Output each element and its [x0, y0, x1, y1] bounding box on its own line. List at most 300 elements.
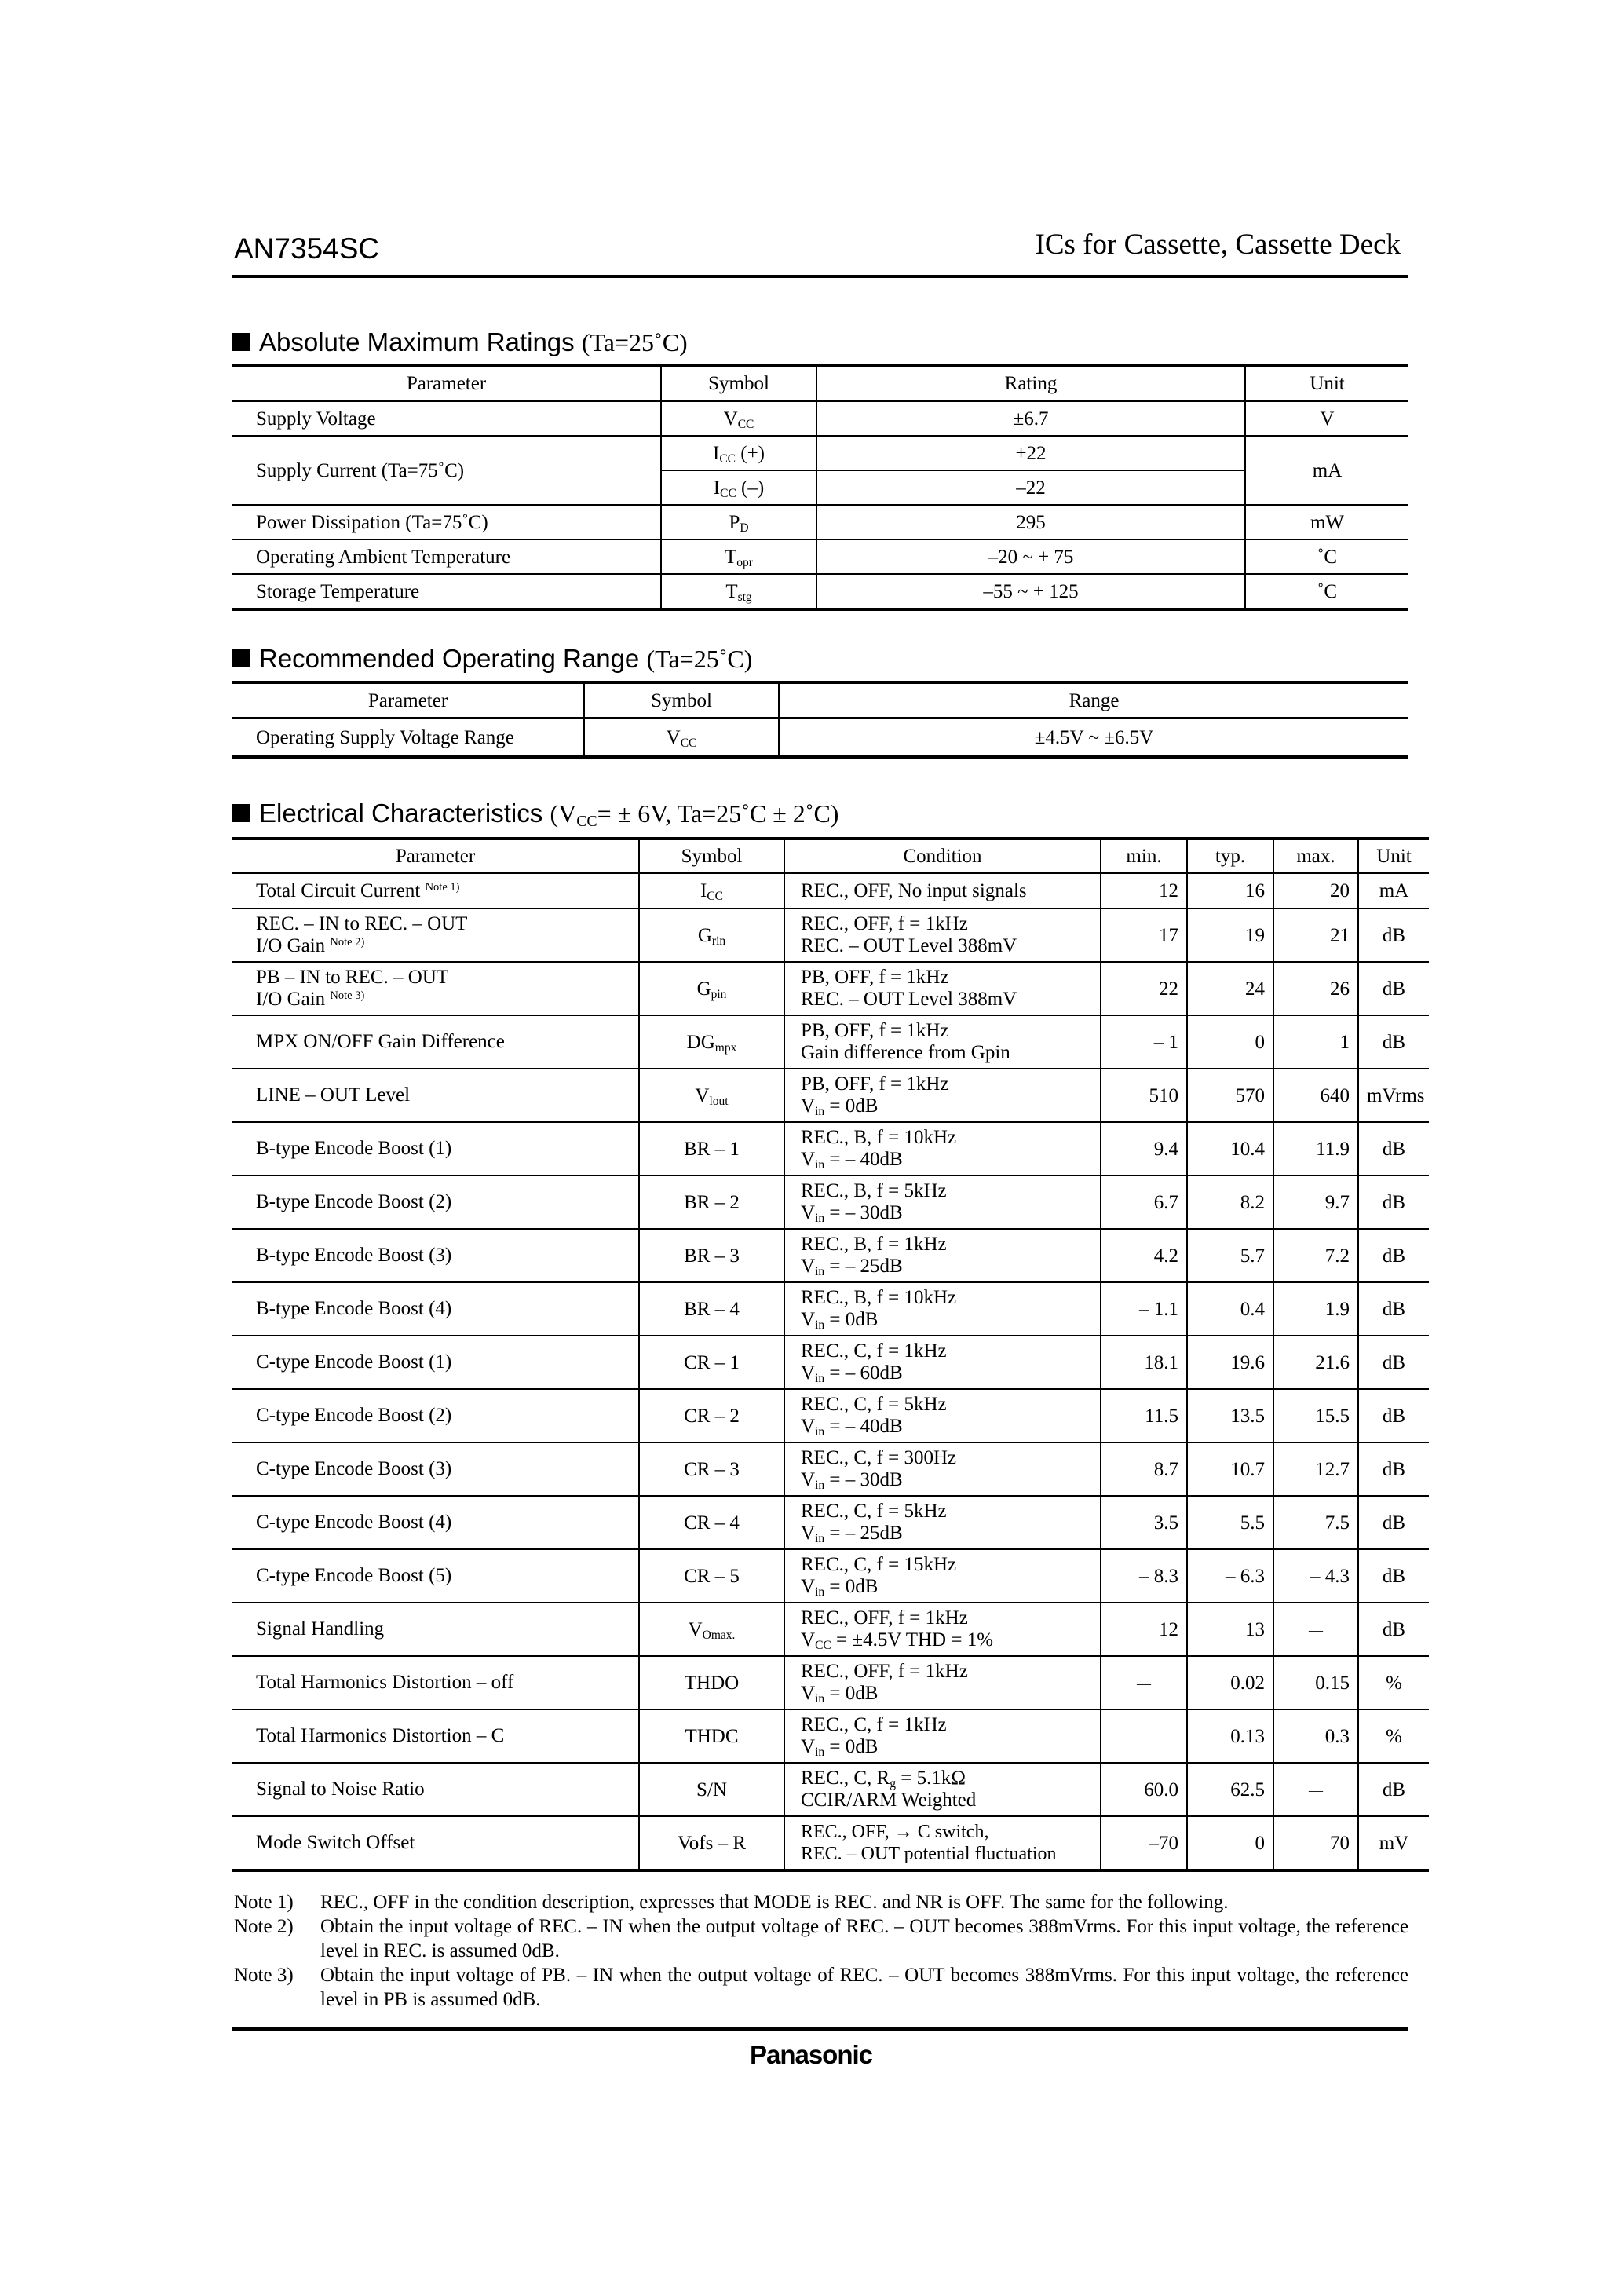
- unit: dB: [1382, 1191, 1406, 1213]
- brand-logo: Panasonic: [749, 2040, 873, 2069]
- max-cell: [1273, 1442, 1358, 1496]
- cond-sub: in: [815, 1211, 825, 1225]
- unit-cell: [1358, 1816, 1429, 1870]
- cond-sub: in: [815, 1531, 825, 1545]
- param-line: C-type Encode Boost (5): [256, 1565, 452, 1586]
- unit: dB: [1382, 1031, 1406, 1053]
- cond-line: V: [801, 1736, 816, 1757]
- value: 0.4: [1240, 1298, 1265, 1320]
- product-category: ICs for Cassette, Cassette Deck: [1035, 229, 1401, 261]
- typ-cell: [1187, 1175, 1273, 1229]
- value: 12: [1159, 1618, 1178, 1640]
- condition-cell: [784, 1442, 1101, 1496]
- unit-cell: [1358, 1603, 1429, 1656]
- value: 0.3: [1324, 1725, 1350, 1747]
- cond-line: V: [801, 1523, 816, 1544]
- typ-cell: [1187, 1122, 1273, 1175]
- unit: dB: [1382, 978, 1406, 1000]
- value: 11.5: [1145, 1405, 1178, 1427]
- cond-line: REC., C, f = 1kHz: [801, 1714, 947, 1735]
- max-cell: [1273, 1549, 1358, 1603]
- cond-line: REC., C, R: [801, 1768, 890, 1789]
- abs-max-title-text: Absolute Maximum Ratings: [259, 327, 575, 356]
- param-line: LINE – OUT Level: [256, 1084, 411, 1106]
- table-row: [232, 1442, 1429, 1496]
- unit-cell: V: [1245, 401, 1408, 437]
- table-header-row: [232, 839, 1429, 873]
- condition-cell: [784, 1603, 1101, 1656]
- sym: T: [725, 580, 738, 602]
- param-cell: [232, 1656, 639, 1709]
- value: 16: [1245, 880, 1265, 901]
- symbol-cell: [639, 1175, 784, 1229]
- typ-cell: [1187, 1389, 1273, 1442]
- value: 510: [1149, 1084, 1178, 1106]
- param-cell: Supply Current (Ta=75˚C): [232, 436, 661, 505]
- value: 9.4: [1153, 1138, 1178, 1160]
- max-cell: [1273, 1122, 1358, 1175]
- unit-cell: [1358, 1656, 1429, 1709]
- symbol-cell: [639, 1122, 784, 1175]
- square-bullet-icon: [232, 333, 250, 351]
- unit: dB: [1382, 1458, 1406, 1480]
- param-cell: [232, 909, 639, 962]
- value: 15.5: [1315, 1405, 1350, 1427]
- cond-line: REC., C, f = 5kHz: [801, 1394, 947, 1415]
- param-line: B-type Encode Boost (4): [256, 1298, 452, 1319]
- unit-cell: [1358, 1015, 1429, 1069]
- cond-line: REC., B, f = 1kHz: [801, 1234, 947, 1255]
- typ-cell: [1187, 1282, 1273, 1336]
- param-line: PB – IN to REC. – OUT: [256, 967, 449, 988]
- param-cell: Storage Temperature: [256, 580, 420, 602]
- cond-line: V: [801, 1416, 816, 1437]
- sym: V: [666, 726, 681, 748]
- param-cell: [232, 873, 639, 909]
- sym: I: [713, 477, 721, 499]
- typ-cell: [1187, 962, 1273, 1015]
- param-line: B-type Encode Boost (3): [256, 1245, 452, 1266]
- cond-sub: g: [890, 1776, 896, 1790]
- sym: V: [695, 1084, 710, 1106]
- col-header: Unit: [1245, 366, 1408, 401]
- condition-cell: [784, 1336, 1101, 1389]
- min-cell: [1101, 1069, 1187, 1122]
- note-label: Note 1): [234, 1892, 294, 1913]
- cond-line: REC., B, f = 10kHz: [801, 1287, 957, 1308]
- param-line: REC. – IN to REC. – OUT: [256, 913, 468, 934]
- col-header: Range: [779, 682, 1408, 718]
- value: –70: [1149, 1832, 1178, 1854]
- value: 19.6: [1230, 1351, 1265, 1373]
- min-cell: [1101, 1442, 1187, 1496]
- cond-sub: in: [815, 1745, 825, 1759]
- sym: CR – 4: [684, 1512, 740, 1534]
- notes: [234, 1890, 1408, 2012]
- value: 19: [1245, 924, 1265, 946]
- rec-op-condition: (Ta=25˚C): [646, 645, 753, 673]
- symbol-cell: [639, 1389, 784, 1442]
- unit-cell: ˚C: [1245, 574, 1408, 609]
- min-cell: [1101, 1282, 1187, 1336]
- table-row: [232, 1389, 1429, 1442]
- param-cell: [232, 1603, 639, 1656]
- param-cell: Operating Ambient Temperature: [232, 539, 661, 574]
- min-cell: [1101, 1229, 1187, 1282]
- param-cell: [232, 1496, 639, 1549]
- symbol-cell: [661, 470, 816, 505]
- value: 4.2: [1153, 1245, 1178, 1267]
- cond-post: = 0dB: [824, 1095, 879, 1117]
- condition-cell: [784, 1069, 1101, 1122]
- cond-post: = 0dB: [824, 1576, 879, 1597]
- dash-mark: —: [1137, 1675, 1151, 1691]
- table-row: [232, 574, 1408, 609]
- symbol-cell: [639, 1709, 784, 1763]
- cond-post: = 0dB: [824, 1736, 879, 1757]
- param-line: Total Circuit Current: [256, 879, 421, 901]
- value: – 4.3: [1310, 1565, 1350, 1587]
- unit: dB: [1382, 1618, 1406, 1640]
- note-label: Note 3): [234, 1965, 294, 1986]
- note-text: Obtain the input voltage of REC. – IN when the output voltage of REC. – OUT becomes 388mVrms. For this input voltage, the reference level in REC. is assumed 0dB.: [320, 1916, 1408, 1961]
- sym: S/N: [696, 1779, 727, 1801]
- sym: DG: [686, 1031, 715, 1053]
- value: 13: [1245, 1618, 1265, 1640]
- sym: T: [725, 546, 737, 568]
- typ-cell: [1187, 1709, 1273, 1763]
- symbol-cell: [661, 505, 816, 539]
- cond-sub: in: [815, 1264, 825, 1278]
- col-header: Rating: [816, 366, 1245, 401]
- param-cell: [232, 1229, 639, 1282]
- unit-cell: mA: [1245, 436, 1408, 505]
- cond-line: REC., B, f = 5kHz: [801, 1180, 947, 1201]
- cond-line: V: [801, 1309, 816, 1330]
- cond-line: V: [801, 1256, 816, 1277]
- condition-cell: [784, 1763, 1101, 1816]
- param-line: Signal to Noise Ratio: [256, 1779, 425, 1800]
- condition-cell: [784, 909, 1101, 962]
- value: 18.1: [1144, 1351, 1178, 1373]
- condition-cell: [784, 962, 1101, 1015]
- max-cell: [1273, 1229, 1358, 1282]
- symbol-cell: [639, 1282, 784, 1336]
- sym-sub: CC: [680, 736, 697, 750]
- symbol-cell: [639, 909, 784, 962]
- cond-post: = 0dB: [824, 1683, 879, 1704]
- rating-cell: +22: [816, 436, 1245, 470]
- note-label: Note 2): [234, 1916, 294, 1937]
- value: 17: [1159, 924, 1178, 946]
- range-cell: ±4.5V ~ ±6.5V: [779, 718, 1408, 758]
- cond-post: = – 25dB: [824, 1256, 903, 1277]
- max-cell: [1273, 1336, 1358, 1389]
- condition-cell: [784, 1229, 1101, 1282]
- value: – 1: [1153, 1031, 1178, 1053]
- cond-line: PB, OFF, f = 1kHz: [801, 967, 949, 988]
- cond-sub: in: [815, 1478, 825, 1492]
- table-row: [232, 1496, 1429, 1549]
- table-row: [232, 1122, 1429, 1175]
- typ-cell: [1187, 1229, 1273, 1282]
- sym-suf: (+): [736, 442, 765, 464]
- cond-sub: in: [815, 1104, 825, 1118]
- sym: CR – 2: [684, 1405, 740, 1427]
- note-2: [234, 1914, 1408, 1963]
- table-row: [232, 505, 1408, 539]
- param-cell: [232, 1122, 639, 1175]
- table-row: [232, 1816, 1429, 1870]
- sym: G: [697, 924, 712, 946]
- sym: CR – 5: [684, 1565, 740, 1587]
- cond-line: V: [801, 1149, 816, 1170]
- param-line: Total Harmonics Distortion – off: [256, 1672, 514, 1693]
- value: 7.2: [1324, 1245, 1350, 1267]
- param-cell: [232, 1069, 639, 1122]
- table-row: [232, 539, 1408, 574]
- symbol-cell: [584, 718, 779, 758]
- table-row: [232, 1175, 1429, 1229]
- sym-sub: lout: [709, 1094, 729, 1108]
- param-line: MPX ON/OFF Gain Difference: [256, 1031, 505, 1052]
- elec-title: [232, 799, 838, 828]
- typ-cell: [1187, 1442, 1273, 1496]
- unit: dB: [1382, 1138, 1406, 1160]
- rec-op-title-text: Recommended Operating Range: [259, 644, 640, 673]
- min-cell: [1101, 1816, 1187, 1870]
- condition-cell: [784, 1122, 1101, 1175]
- condition-cell: [784, 1549, 1101, 1603]
- table-row: [232, 401, 1408, 437]
- col-header: Parameter: [232, 366, 661, 401]
- min-cell: [1101, 873, 1187, 909]
- dash-mark: —: [1309, 1621, 1323, 1638]
- cond-line: REC., OFF, → C switch,: [801, 1822, 989, 1842]
- sym: BR – 2: [684, 1191, 740, 1213]
- min-cell: [1101, 909, 1187, 962]
- abs-max-title: [232, 327, 688, 357]
- param-line: B-type Encode Boost (1): [256, 1138, 452, 1159]
- symbol-cell: [639, 1816, 784, 1870]
- abs-max-condition: (Ta=25˚C): [581, 328, 688, 356]
- value: 0: [1255, 1031, 1265, 1053]
- footer-rule: [232, 2027, 1408, 2031]
- cond-sub: in: [815, 1157, 825, 1172]
- typ-cell: [1187, 1603, 1273, 1656]
- cond-post: = – 25dB: [824, 1523, 903, 1544]
- part-number: AN7354SC: [234, 232, 380, 265]
- symbol-cell: [661, 436, 816, 470]
- symbol-cell: [639, 873, 784, 909]
- max-cell: [1273, 1656, 1358, 1709]
- unit: mA: [1379, 880, 1409, 901]
- sym-sub: D: [740, 521, 749, 535]
- col-header: typ.: [1187, 839, 1273, 873]
- value: 70: [1330, 1832, 1350, 1854]
- max-cell: [1273, 909, 1358, 962]
- cond-sub: CC: [815, 1638, 831, 1652]
- condition-cell: [784, 873, 1101, 909]
- param-cell: Power Dissipation (Ta=75˚C): [232, 505, 661, 539]
- unit: dB: [1382, 924, 1406, 946]
- param-cell: [232, 1816, 639, 1870]
- cond-line: CCIR/ARM Weighted: [801, 1790, 977, 1811]
- sym-sub: CC: [737, 417, 754, 431]
- sym: V: [688, 1618, 703, 1640]
- value: 60.0: [1144, 1779, 1178, 1801]
- cond-line: V: [801, 1362, 816, 1384]
- rating-cell: ±6.7: [816, 401, 1245, 437]
- cond-post: = – 30dB: [824, 1202, 903, 1223]
- sym-sub: opr: [736, 555, 753, 569]
- cond-line: V: [801, 1095, 816, 1117]
- cond-line: REC., C, f = 5kHz: [801, 1501, 947, 1522]
- param-line: C-type Encode Boost (3): [256, 1458, 452, 1479]
- value: 12.7: [1315, 1458, 1350, 1480]
- table-header-row: [232, 682, 1408, 718]
- note-ref: Note 1): [425, 880, 460, 894]
- sym-sub: rin: [711, 934, 726, 948]
- elec-cond-sub: CC: [576, 812, 597, 830]
- min-cell: [1101, 1549, 1187, 1603]
- value: 26: [1330, 978, 1350, 1000]
- col-header: Symbol: [584, 682, 779, 718]
- sym: I: [712, 442, 720, 464]
- typ-cell: [1187, 1015, 1273, 1069]
- cond-line: V: [801, 1469, 816, 1490]
- min-cell: [1101, 1709, 1187, 1763]
- unit-cell: [1358, 873, 1429, 909]
- param-cell: Operating Supply Voltage Range: [256, 726, 514, 748]
- sym: THDC: [685, 1725, 739, 1747]
- cond-line: REC., OFF, f = 1kHz: [801, 1661, 968, 1682]
- min-cell: [1101, 1389, 1187, 1442]
- unit-cell: [1358, 1442, 1429, 1496]
- square-bullet-icon: [232, 649, 250, 667]
- param-line: C-type Encode Boost (2): [256, 1405, 452, 1426]
- cond-sub: in: [815, 1585, 825, 1599]
- rec-op-title: [232, 644, 752, 674]
- typ-cell: [1187, 1069, 1273, 1122]
- cond-line: PB, OFF, f = 1kHz: [801, 1020, 949, 1041]
- value: 0.13: [1230, 1725, 1265, 1747]
- param-line: C-type Encode Boost (4): [256, 1512, 452, 1533]
- value: 0: [1255, 1832, 1265, 1854]
- min-cell: [1101, 1656, 1187, 1709]
- max-cell: [1273, 1175, 1358, 1229]
- sym: V: [723, 408, 738, 430]
- table-row: [232, 1763, 1429, 1816]
- value: 5.7: [1240, 1245, 1265, 1267]
- table-row: [232, 909, 1429, 962]
- symbol-cell: [639, 1549, 784, 1603]
- unit-cell: [1358, 962, 1429, 1015]
- rating-cell: –20 ~ + 75: [816, 539, 1245, 574]
- cond-line: REC., C, f = 15kHz: [801, 1554, 957, 1575]
- table-row: [232, 436, 1408, 470]
- col-header: Parameter: [232, 839, 639, 873]
- value: 21.6: [1315, 1351, 1350, 1373]
- value: 1: [1339, 1031, 1350, 1053]
- min-cell: [1101, 1122, 1187, 1175]
- unit: dB: [1382, 1245, 1406, 1267]
- cond-line: REC., B, f = 10kHz: [801, 1127, 957, 1148]
- elec-title-text: Electrical Characteristics: [259, 799, 543, 828]
- min-cell: [1101, 1336, 1187, 1389]
- value: 8.2: [1240, 1191, 1265, 1213]
- typ-cell: [1187, 909, 1273, 962]
- param-cell: Supply Voltage: [232, 401, 661, 437]
- unit: mVrms: [1367, 1084, 1425, 1106]
- cond-line: V: [801, 1683, 816, 1704]
- note-text: Obtain the input voltage of PB. – IN when the output voltage of REC. – OUT becomes 388mVrms. For this input voltage, the reference level in PB is assumed 0dB.: [320, 1965, 1408, 2010]
- sym: G: [696, 978, 711, 1000]
- value: 11.9: [1316, 1138, 1350, 1160]
- sym-suf: (–): [736, 477, 765, 499]
- max-cell: [1273, 1389, 1358, 1442]
- typ-cell: [1187, 873, 1273, 909]
- param-line: Total Harmonics Distortion – C: [256, 1725, 505, 1746]
- cond-line: REC. – OUT Level 388mV: [801, 989, 1017, 1010]
- sym-sub: mpx: [714, 1040, 737, 1055]
- cond-post: = – 30dB: [824, 1469, 903, 1490]
- sym-sub: CC: [720, 486, 736, 500]
- symbol-cell: [661, 539, 816, 574]
- unit-cell: [1358, 1282, 1429, 1336]
- unit: dB: [1382, 1565, 1406, 1587]
- sym-sub: stg: [737, 590, 752, 604]
- value: – 6.3: [1226, 1565, 1265, 1587]
- cond-sub: in: [815, 1424, 825, 1439]
- value: 20: [1330, 880, 1350, 901]
- unit-cell: [1358, 1549, 1429, 1603]
- cond-post: = ±4.5V THD = 1%: [831, 1629, 994, 1651]
- value: 21: [1330, 924, 1350, 946]
- note-ref: Note 3): [330, 989, 365, 1003]
- cond-line: REC., OFF, f = 1kHz: [801, 913, 968, 934]
- typ-cell: [1187, 1816, 1273, 1870]
- cond-line: REC., OFF, f = 1kHz: [801, 1607, 968, 1629]
- value: 24: [1245, 978, 1265, 1000]
- value: – 8.3: [1139, 1565, 1178, 1587]
- unit: dB: [1382, 1779, 1406, 1801]
- min-cell: [1101, 1015, 1187, 1069]
- unit-cell: [1358, 1389, 1429, 1442]
- cond-line: V: [801, 1629, 816, 1651]
- unit-cell: [1358, 1122, 1429, 1175]
- value: 10.7: [1230, 1458, 1265, 1480]
- condition-cell: [784, 1656, 1101, 1709]
- condition-cell: [784, 1175, 1101, 1229]
- cond-sub: in: [815, 1691, 825, 1706]
- table-row: [232, 718, 1408, 758]
- symbol-cell: [639, 1656, 784, 1709]
- header-rule: [232, 275, 1408, 278]
- table-row: [232, 1336, 1429, 1389]
- value: 10.4: [1230, 1138, 1265, 1160]
- sym: BR – 3: [684, 1245, 740, 1267]
- table-row: [232, 1549, 1429, 1603]
- elec-cond-post: = ± 6V, Ta=25˚C ± 2˚C): [597, 799, 839, 828]
- cond-line: V: [801, 1202, 816, 1223]
- symbol-cell: [639, 1069, 784, 1122]
- sym: I: [700, 880, 707, 901]
- cond-sub: in: [815, 1371, 825, 1385]
- param-line: Signal Handling: [256, 1618, 385, 1640]
- table-row: [232, 1656, 1429, 1709]
- cond-line: REC., C, f = 1kHz: [801, 1340, 947, 1362]
